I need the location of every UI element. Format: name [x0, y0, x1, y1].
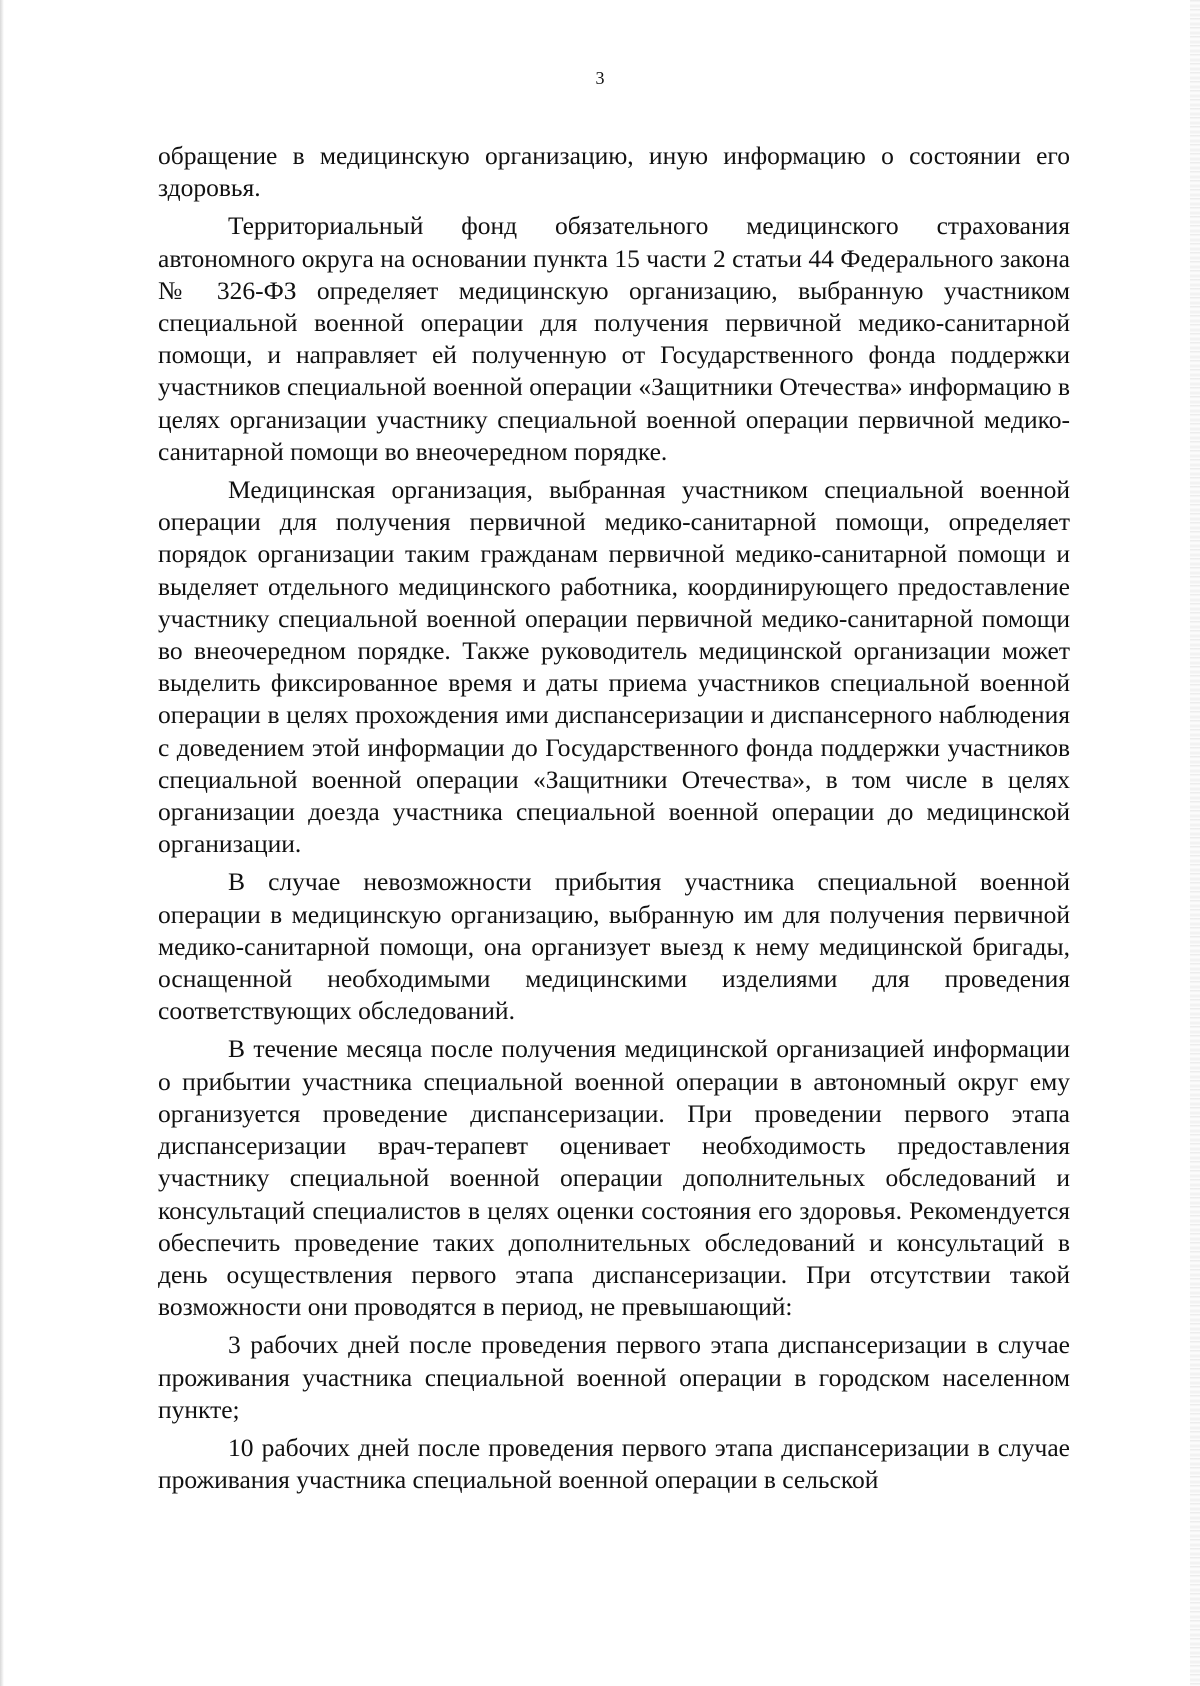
paragraph-medical-organization: Медицинская организация, выбранная участником специальной военной операции для получения первичной медико-санитарной помощи, определяет порядок организации таким гражданам первичной медико-санитарной помощи и выделяет отдельного медицинского работника, координирующего предоставление участнику специальной военной операции первичной медико-санитарной помощи во внеочередном порядке. Также руководитель медицинской организации может выделить фиксированное время и даты приема участников специальной военной операции в целях прохождения ими диспансеризации и диспансерного наблюдения с доведением этой информации до Государственного фонда поддержки участников специальной военной операции «Защитники Отечества», в том числе в целях организации доезда участника специальной военной операции до медицинской организации.: [158, 475, 1070, 859]
paragraph-dispensarization: В течение месяца после получения медицинской организацией информации о прибытии участника специальной военной операции в автономный округ ему организуется проведение диспансеризации. При проведении первого этапа диспансеризации врач-терапевт оценивает необходимость предоставления участнику специальной военной операции дополнительных обследований и консультаций специалистов в целях оценки состояния его здоровья. Рекомендуется обеспечить проведение таких дополнительных обследований и консультаций в день осуществления первого этапа диспансеризации. При отсутствии такой возможности они проводятся в период, не превышающий:: [158, 1034, 1070, 1322]
paragraph-arrival-impossible: В случае невозможности прибытия участника специальной военной операции в медицинскую организацию, выбранную им для получения первичной медико-санитарной помощи, она организует выезд к нему медицинской бригады, оснащенной необходимыми медицинскими изделиями для проведения соответствующих обследований.: [158, 867, 1070, 1026]
document-body: [158, 140, 1070, 1496]
paragraph-rural-term: 10 рабочих дней после проведения первого этапа диспансеризации в случае проживания участника специальной военной операции в сельской: [158, 1432, 1070, 1495]
paragraph-continuation: обращение в медицинскую организацию, иную информацию о состоянии его здоровья.: [158, 141, 1070, 203]
paragraph-urban-term: 3 рабочих дней после проведения первого этапа диспансеризации в случае проживания участника специальной военной операции в городском населенном пункте;: [158, 1330, 1070, 1424]
scan-edge-left: [0, 0, 4, 1686]
paragraph-territorial-fund: Территориальный фонд обязательного медицинского страхования автономного округа на основании пункта 15 части 2 статьи 44 Федерального закона № 326-ФЗ определяет медицинскую организацию, выбранную участником специальной военной операции для получения первичной медико-санитарной помощи, и направляет ей полученную от Государственного фонда поддержки участников специальной военной операции «Защитники Отечества» информацию в целях организации участнику специальной военной операции первичной медико-санитарной помощи во внеочередном порядке.: [158, 211, 1070, 466]
page-number: 3: [595, 68, 605, 88]
scan-edge-right: [1190, 0, 1200, 1686]
